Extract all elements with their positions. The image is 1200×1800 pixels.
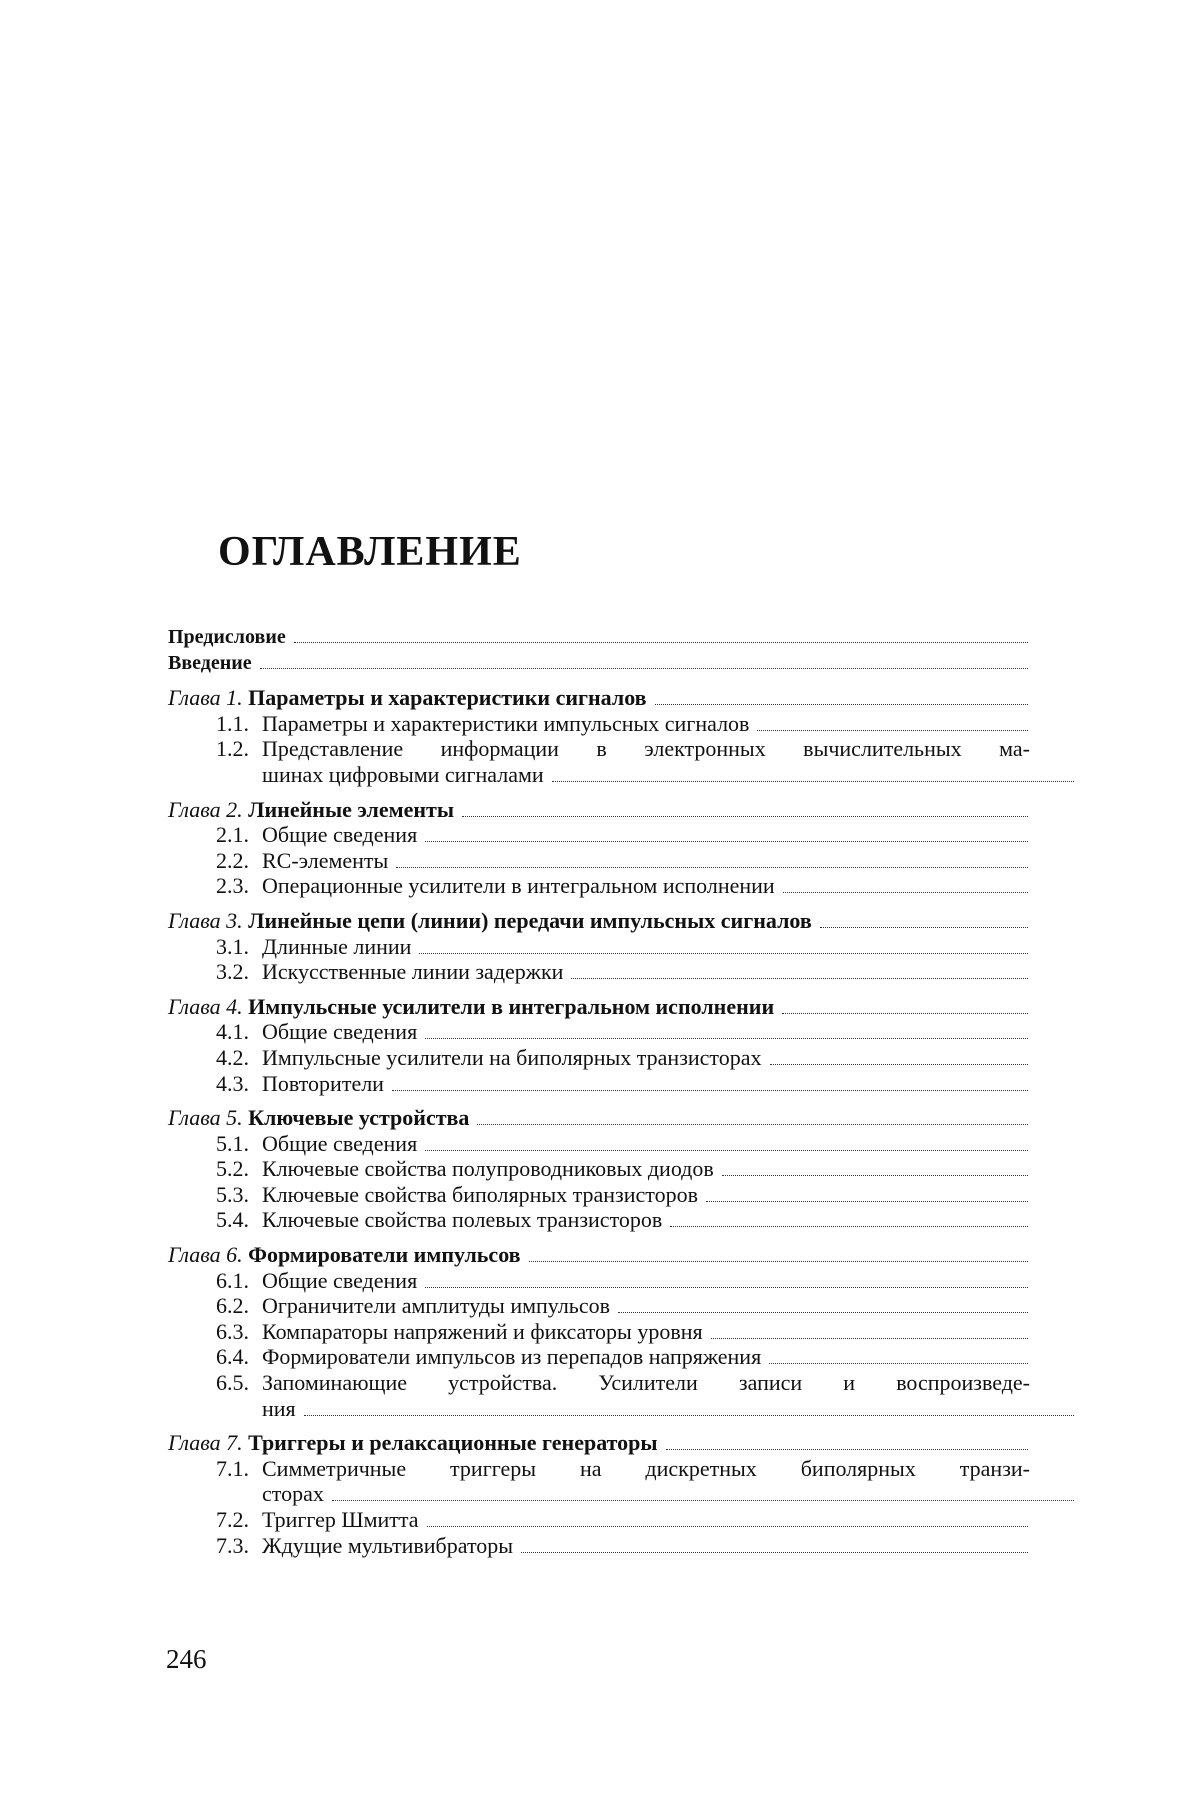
- toc-section-entry: [168, 1182, 1030, 1208]
- section-title: Запоминающие устройства. Усилители записи и воспроизведе-: [262, 1370, 1030, 1396]
- chapter-prefix: Глава 5.: [168, 1105, 243, 1131]
- dot-leader: [670, 1226, 1028, 1227]
- table-of-contents: [168, 625, 1030, 1558]
- toc-section-entry: [168, 1507, 1030, 1533]
- section-number: 5.3.: [216, 1181, 249, 1207]
- toc-section-entry: [168, 1293, 1030, 1319]
- toc-section-entry: [168, 873, 1030, 899]
- dot-leader: [425, 841, 1028, 842]
- dot-leader: [552, 781, 1074, 782]
- toc-section-entry: [168, 1533, 1030, 1559]
- chapter-title: Линейные цепи (линии) передачи импульсных сигналов: [248, 907, 812, 933]
- chapter-list: [168, 685, 1030, 1558]
- section-number: 1.1.: [216, 710, 249, 736]
- toc-section-entry: [168, 1045, 1030, 1071]
- section-title-continuation: шинах цифровыми сигналами: [262, 761, 544, 787]
- section-title: Общие сведения: [262, 1267, 418, 1293]
- dot-leader: [332, 1500, 1074, 1501]
- section-title: Ждущие мультивибраторы: [262, 1532, 514, 1558]
- chapter-title: Импульсные усилители в интегральном исполнении: [248, 993, 775, 1019]
- toc-section-entry: [168, 1344, 1030, 1370]
- dot-leader: [711, 1338, 1028, 1339]
- dot-leader: [655, 704, 1028, 705]
- dot-leader: [462, 816, 1028, 817]
- toc-section-entry: [168, 1268, 1030, 1294]
- chapter-title: Триггеры и релаксационные генераторы: [248, 1430, 658, 1456]
- toc-section-entry: [168, 1456, 1030, 1507]
- section-title: Формирователи импульсов из перепадов напряжения: [262, 1344, 762, 1370]
- section-title: Общие сведения: [262, 822, 418, 848]
- dot-leader: [425, 1038, 1028, 1039]
- toc-section-entry: [168, 959, 1030, 985]
- dot-leader: [666, 1449, 1028, 1450]
- section-number: 7.3.: [216, 1532, 249, 1558]
- toc-chapter-heading: [168, 908, 1030, 934]
- section-number: 6.2.: [216, 1293, 249, 1319]
- page-title: ОГЛАВЛЕНИЕ: [218, 529, 522, 575]
- section-number: 7.2.: [216, 1507, 249, 1532]
- section-title: Общие сведения: [262, 1130, 418, 1156]
- section-title: Операционные усилители в интегральном исполнении: [262, 873, 775, 899]
- dot-leader: [396, 867, 1028, 868]
- section-number: 6.4.: [216, 1344, 249, 1370]
- page-number: 246: [166, 1644, 207, 1674]
- chapter-prefix: Глава 1.: [168, 685, 243, 711]
- dot-leader: [427, 1526, 1028, 1527]
- chapter-title: Линейные элементы: [248, 796, 455, 822]
- section-title: Длинные линии: [262, 933, 412, 959]
- section-title: Ключевые свойства биполярных транзисторов: [262, 1181, 698, 1207]
- dot-leader: [757, 730, 1028, 731]
- section-number: 6.5.: [216, 1370, 249, 1396]
- toc-chapter-heading: [168, 685, 1030, 711]
- toc-section-entry: [168, 822, 1030, 848]
- section-number: 2.2.: [216, 847, 249, 873]
- section-number: 2.3.: [216, 873, 249, 899]
- section-number: 4.3.: [216, 1070, 249, 1096]
- dot-leader: [769, 1363, 1028, 1364]
- dot-leader: [477, 1124, 1028, 1125]
- dot-leader: [782, 1013, 1028, 1014]
- dot-leader: [304, 1415, 1074, 1416]
- section-title: Искусственные линии задержки: [262, 959, 564, 985]
- dot-leader: [425, 1287, 1028, 1288]
- dot-leader: [722, 1175, 1028, 1176]
- section-number: 3.1.: [216, 933, 249, 959]
- section-number: 5.1.: [216, 1130, 249, 1156]
- chapter-prefix: Глава 7.: [168, 1430, 243, 1456]
- section-number: 5.2.: [216, 1156, 249, 1182]
- section-title: Триггер Шмитта: [262, 1507, 419, 1532]
- section-number: 4.1.: [216, 1019, 249, 1045]
- section-title-continuation: сторах: [262, 1481, 324, 1507]
- dot-leader: [618, 1312, 1028, 1313]
- toc-entry-label: Введение: [168, 651, 252, 674]
- toc-chapter-heading: [168, 994, 1030, 1020]
- toc-chapter-heading: [168, 1105, 1030, 1131]
- section-title: Симметричные триггеры на дискретных биполярных транзи-: [262, 1455, 1030, 1481]
- section-title: Импульсные усилители на биполярных транзисторах: [262, 1044, 762, 1070]
- section-number: 1.2.: [216, 736, 249, 762]
- section-number: 4.2.: [216, 1044, 249, 1070]
- dot-leader: [260, 668, 1028, 669]
- toc-section-entry: [168, 848, 1030, 874]
- section-title: Ограничители амплитуды импульсов: [262, 1293, 610, 1319]
- section-number: 2.1.: [216, 822, 249, 848]
- section-number: 3.2.: [216, 959, 249, 985]
- toc-chapter-heading: [168, 797, 1030, 823]
- chapter-title: Параметры и характеристики сигналов: [248, 685, 647, 711]
- section-number: 6.3.: [216, 1318, 249, 1344]
- toc-section-entry: [168, 1156, 1030, 1182]
- toc-chapter-heading: [168, 1242, 1030, 1268]
- toc-section-entry: [168, 736, 1030, 787]
- dot-leader: [571, 978, 1028, 979]
- toc-section-entry: [168, 934, 1030, 960]
- section-title: Общие сведения: [262, 1019, 418, 1045]
- section-title: Повторители: [262, 1070, 384, 1096]
- toc-entry-preface: [168, 625, 1030, 651]
- dot-leader: [770, 1064, 1028, 1065]
- dot-leader: [294, 642, 1028, 643]
- toc-chapter-heading: [168, 1430, 1030, 1456]
- section-title: Представление информации в электронных вычислительных ма-: [262, 736, 1030, 762]
- toc-section-entry: [168, 711, 1030, 737]
- section-number: 7.1.: [216, 1455, 249, 1481]
- chapter-title: Ключевые устройства: [248, 1105, 470, 1131]
- toc-section-entry: [168, 1319, 1030, 1345]
- chapter-prefix: Глава 4.: [168, 993, 243, 1019]
- dot-leader: [419, 953, 1028, 954]
- chapter-title: Формирователи импульсов: [248, 1242, 521, 1268]
- toc-section-entry: [168, 1370, 1030, 1421]
- section-title: Ключевые свойства полупроводниковых диодов: [262, 1156, 714, 1182]
- dot-leader: [529, 1261, 1028, 1262]
- toc-section-entry: [168, 1071, 1030, 1097]
- toc-section-entry: [168, 1207, 1030, 1233]
- chapter-prefix: Глава 3.: [168, 907, 243, 933]
- toc-entry-label: Предисловие: [168, 626, 286, 648]
- dot-leader: [425, 1150, 1028, 1151]
- dot-leader: [521, 1552, 1028, 1553]
- section-number: 6.1.: [216, 1267, 249, 1293]
- chapter-prefix: Глава 2.: [168, 796, 243, 822]
- section-title: RC-элементы: [262, 847, 389, 873]
- section-title: Компараторы напряжений и фиксаторы уровня: [262, 1318, 703, 1344]
- dot-leader: [783, 892, 1028, 893]
- section-title-continuation: ния: [262, 1395, 296, 1421]
- dot-leader: [706, 1201, 1028, 1202]
- section-number: 5.4.: [216, 1207, 249, 1233]
- section-title: Параметры и характеристики импульсных сигналов: [262, 710, 750, 736]
- section-title: Ключевые свойства полевых транзисторов: [262, 1207, 663, 1233]
- chapter-prefix: Глава 6.: [168, 1242, 243, 1268]
- dot-leader: [392, 1090, 1028, 1091]
- toc-section-entry: [168, 1019, 1030, 1045]
- dot-leader: [820, 927, 1028, 928]
- toc-entry-introduction: [168, 651, 1030, 677]
- toc-section-entry: [168, 1131, 1030, 1157]
